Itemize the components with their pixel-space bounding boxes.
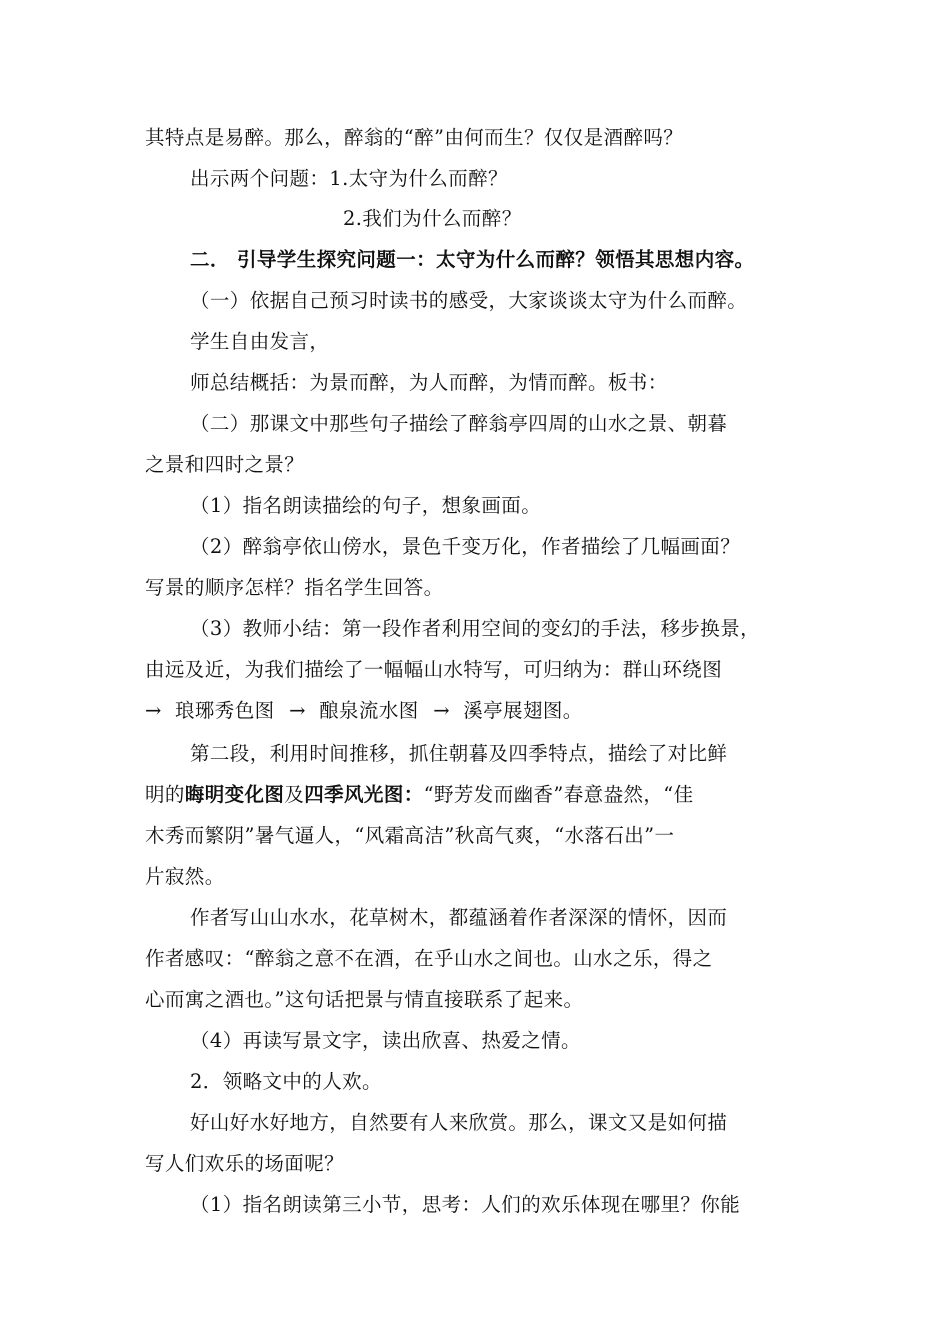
text-line: （1）指名朗读描绘的句子，想象画面。 bbox=[190, 494, 542, 517]
arrow-sequence-line bbox=[145, 697, 825, 725]
text-line: 之景和四时之景？ bbox=[145, 453, 305, 476]
text-line: 木秀而繁阴”暑气逼人，“风霜高洁”秋高气爽，“水落石出”一 bbox=[145, 824, 675, 847]
right-arrow-icon: → bbox=[433, 699, 450, 722]
text-line: （一）依据自己预习时读书的感受，大家谈谈太守为什么而醉。 bbox=[190, 289, 748, 312]
text-line: 写景的顺序怎样？指名学生回答。 bbox=[145, 576, 444, 599]
text-line: 心而寓之酒也。”这句话把景与情直接联系了起来。 bbox=[145, 988, 584, 1011]
text-line: 其特点是易醉。那么，醉翁的“醉”由何而生？仅仅是酒醉吗？ bbox=[145, 126, 684, 149]
text-line: （3）教师小结：第一段作者利用空间的变幻的手法，移步换景， bbox=[190, 617, 761, 640]
text-line: 2．领略文中的人欢。 bbox=[190, 1070, 382, 1093]
text-line: （二）那课文中那些句子描绘了醉翁亭四周的山水之景、朝暮 bbox=[190, 412, 728, 435]
text-line: 好山好水好地方，自然要有人来欣赏。那么，课文又是如何描 bbox=[190, 1111, 728, 1134]
text-span: 明的 bbox=[145, 783, 185, 806]
text-span: “野芳发而幽香”春意盎然，“佳 bbox=[423, 783, 694, 806]
scene-item: 溪亭展翅图。 bbox=[463, 699, 583, 722]
text-line: 作者写山山水水，花草树木，都蕴涵着作者深深的情怀，因而 bbox=[190, 906, 728, 929]
text-span: 及 bbox=[284, 783, 305, 806]
mixed-emphasis-line bbox=[145, 781, 825, 809]
scene-item: 琅琊秀色图 bbox=[175, 699, 275, 722]
right-arrow-icon: → bbox=[289, 699, 306, 722]
text-line: （1）指名朗读第三小节，思考：人们的欢乐体现在哪里？你能 bbox=[190, 1193, 741, 1216]
text-line: 学生自由发言， bbox=[190, 330, 330, 353]
text-line: 第二段，利用时间推移，抓住朝暮及四季特点，描绘了对比鲜 bbox=[190, 742, 728, 765]
text-line: 由远及近，为我们描绘了一幅幅山水特写，可归纳为：群山环绕图 bbox=[145, 658, 723, 681]
text-line: 出示两个问题：1.太守为什么而醉？ bbox=[190, 167, 508, 190]
text-line: 片寂然。 bbox=[145, 865, 225, 888]
bold-term: 四季风光图： bbox=[304, 783, 424, 806]
bold-term: 晦明变化图 bbox=[184, 783, 285, 806]
right-arrow-icon: → bbox=[145, 699, 162, 722]
text-line: （2）醉翁亭依山傍水，景色千变万化，作者描绘了几幅画面？ bbox=[190, 535, 741, 558]
text-line: 写人们欢乐的场面呢？ bbox=[145, 1152, 345, 1175]
text-line: 2.我们为什么而醉？ bbox=[343, 207, 522, 230]
section-heading: 二． 引导学生探究问题一：太守为什么而醉？领悟其思想内容。 bbox=[190, 248, 755, 271]
text-line: 作者感叹：“醉翁之意不在酒，在乎山水之间也。山水之乐，得之 bbox=[145, 947, 713, 970]
scene-item: 酿泉流水图 bbox=[319, 699, 419, 722]
text-line: 师总结概括：为景而醉，为人而醉，为情而醉。板书： bbox=[190, 371, 668, 394]
text-line: （4）再读写景文字，读出欣喜、热爱之情。 bbox=[190, 1029, 581, 1052]
